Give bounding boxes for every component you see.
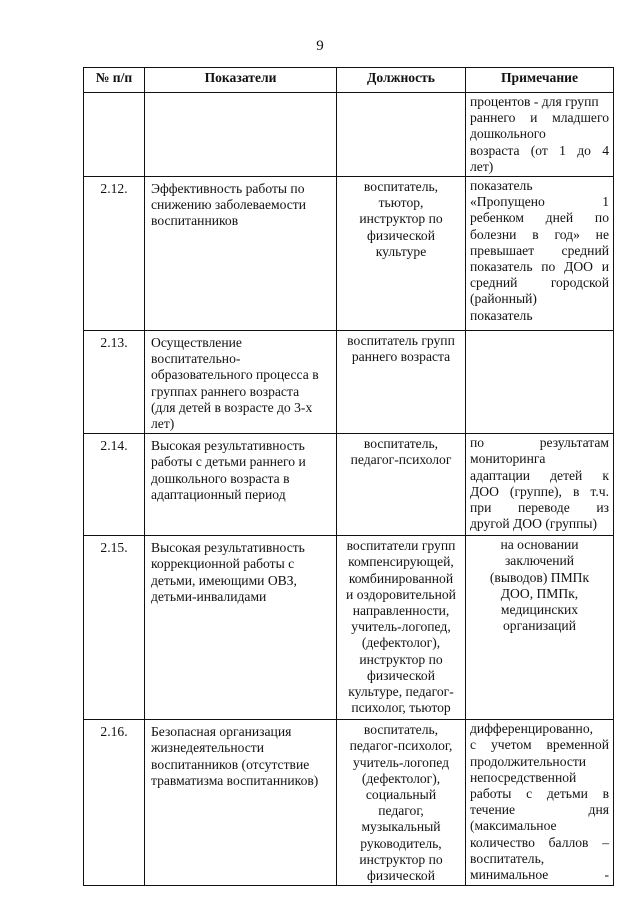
position-cell-line: (дефектолог), — [361, 635, 441, 651]
note-cell-line: (максимальное — [470, 818, 557, 834]
table-row — [84, 93, 614, 177]
note-cell-line: превышает средний — [470, 242, 609, 258]
note-cell-line: болезни в год» не — [470, 226, 609, 242]
row-number: 2.12. — [84, 177, 145, 331]
indicator-cell-line: Высокая результативность — [151, 438, 305, 454]
indicator-cell-line: Безопасная организация — [151, 724, 292, 740]
note-cell-line: продолжительности — [470, 753, 587, 769]
note-cell-line: мониторинга — [470, 451, 546, 467]
row-number — [84, 93, 145, 177]
position-cell-line: социальный — [365, 787, 437, 803]
note-cell — [466, 177, 614, 331]
note-cell-line: «Пропущено 1 — [470, 194, 609, 210]
table-row — [84, 720, 614, 886]
note-cell — [466, 434, 614, 536]
indicator-cell-line: группах раннего возраста — [151, 383, 300, 399]
note-cell-line: другой ДОО (группы) — [470, 516, 598, 532]
indicator-cell-line: работы с детьми раннего и — [151, 454, 306, 470]
position-cell — [337, 720, 466, 886]
indicator-cell-line: Осуществление — [151, 335, 242, 351]
position-cell-line: инструктор по — [359, 651, 443, 667]
indicator-cell-line: воспитательно- — [151, 351, 241, 367]
note-cell-line: ДОО (группе), в т.ч. — [470, 483, 609, 499]
indicator-cell-line: лет) — [151, 416, 175, 432]
table-row — [84, 331, 614, 434]
position-cell-line: культуре — [375, 243, 427, 259]
note-cell — [466, 720, 614, 886]
position-cell-line: компенсирующей, — [348, 554, 454, 570]
note-cell-line: возраста (от 1 до 4 — [470, 142, 609, 158]
note-cell-line: с учетом временной — [470, 737, 609, 753]
note-cell-line: раннего и младшего — [470, 110, 609, 126]
note-cell — [466, 93, 614, 177]
position-cell — [337, 331, 466, 434]
position-cell-line: раннего возраста — [351, 349, 451, 365]
position-cell-line: воспитатель, — [363, 179, 439, 195]
position-cell-line: культуре, педагог- — [348, 684, 454, 700]
note-cell-line: адаптации детей к — [470, 467, 609, 483]
position-cell-line: психолог, тьютор — [351, 700, 451, 716]
position-cell-line: воспитатель групп — [347, 333, 455, 349]
header-number: № п/п — [84, 68, 145, 93]
position-cell — [337, 536, 466, 720]
note-cell-line: работы с детьми в — [470, 786, 609, 802]
indicator-cell-line: адаптационный период — [151, 486, 286, 502]
indicator-cell — [145, 93, 337, 177]
position-cell-line: воспитатель, — [363, 722, 439, 738]
note-cell-line: течение дня — [470, 802, 609, 818]
indicator-cell — [145, 434, 337, 536]
position-cell-line: комбинированной — [348, 570, 454, 586]
row-number: 2.16. — [84, 720, 145, 886]
note-cell — [466, 536, 614, 720]
position-cell-line: педагог, — [378, 803, 424, 819]
note-cell-line: при переводе из — [470, 500, 609, 516]
position-cell-line: и оздоровительной — [346, 586, 456, 602]
position-cell — [337, 177, 466, 331]
note-cell-line: дошкольного — [470, 126, 546, 142]
note-cell-line: минимальное - — [470, 867, 609, 883]
note-cell — [466, 331, 614, 434]
position-cell-line: педагог-психолог — [350, 452, 452, 468]
note-cell-line: лет) — [470, 158, 494, 174]
note-cell-line: организаций — [503, 618, 576, 634]
indicators-table — [83, 67, 614, 886]
note-cell-line: количество баллов – — [470, 834, 609, 850]
position-cell-line: воспитатель, — [363, 436, 439, 452]
indicator-cell-line: жизнедеятельности — [151, 740, 264, 756]
table-row — [84, 536, 614, 720]
note-cell-line: воспитатель, — [470, 850, 545, 866]
indicator-cell-line: Эффективность работы по — [151, 181, 305, 197]
table-row — [84, 177, 614, 331]
position-cell-line: педагог-психолог, — [349, 738, 453, 754]
note-cell-line: показатель — [470, 178, 533, 194]
position-cell-line: физической — [367, 227, 435, 243]
position-cell-line: направленности, — [352, 603, 450, 619]
note-cell-line: дифференцированно, — [470, 721, 594, 737]
indicator-cell-line: детьми-инвалидами — [151, 588, 267, 604]
position-cell-line: воспитатели групп — [346, 538, 456, 554]
indicator-cell-line: травматизма воспитанников) — [151, 772, 319, 788]
position-cell-line: физической — [367, 667, 435, 683]
indicator-cell — [145, 536, 337, 720]
note-cell-line: ДОО, ПМПк, — [500, 585, 579, 601]
table-row — [84, 434, 614, 536]
row-number: 2.14. — [84, 434, 145, 536]
table-header-row — [84, 68, 614, 93]
position-cell-line: (дефектолог), — [361, 770, 441, 786]
position-cell — [337, 434, 466, 536]
position-cell-line: тьютор, — [378, 195, 424, 211]
indicator-cell-line: детьми, имеющими ОВЗ, — [151, 572, 297, 588]
header-note: Примечание — [466, 68, 614, 93]
note-cell-line: показатель — [470, 307, 533, 323]
note-cell-line: процентов - для групп — [470, 94, 599, 109]
note-cell-line: (районный) — [470, 291, 537, 307]
indicator-cell-line: Высокая результативность — [151, 540, 305, 556]
indicator-cell — [145, 720, 337, 886]
position-cell — [337, 93, 466, 177]
note-cell-line: средний городской — [470, 275, 609, 291]
position-cell-line: учитель-логопед — [352, 754, 450, 770]
note-cell-line: показатель по ДОО и — [470, 259, 609, 275]
position-cell-line: учитель-логопед, — [351, 619, 451, 635]
note-cell-line: заключений — [504, 553, 575, 569]
note-cell-line: медицинских — [500, 602, 579, 618]
indicator-cell-line: (для детей в возрасте до 3-х — [151, 399, 313, 415]
note-cell-line: ребенком дней по — [470, 210, 609, 226]
position-cell-line: инструктор по — [359, 851, 443, 867]
page-number: 9 — [316, 38, 324, 54]
header-indicators: Показатели — [145, 68, 337, 93]
indicator-cell-line: образовательного процесса в — [151, 367, 319, 383]
indicator-cell-line: дошкольного возраста в — [151, 470, 290, 486]
indicator-cell-line: воспитанников — [151, 213, 239, 229]
position-cell-line: руководитель, — [360, 835, 442, 851]
position-cell-line: инструктор по — [359, 211, 443, 227]
indicator-cell-line: воспитанников (отсутствие — [151, 756, 310, 772]
position-cell-line: музыкальный — [361, 819, 441, 835]
header-position: Должность — [337, 68, 466, 93]
position-cell-line: физической — [367, 868, 435, 884]
note-cell-line: по результатам — [470, 435, 609, 451]
note-cell-line: непосредственной — [470, 769, 577, 785]
indicator-cell — [145, 177, 337, 331]
row-number: 2.15. — [84, 536, 145, 720]
indicator-cell-line: коррекционной работы с — [151, 556, 295, 572]
row-number: 2.13. — [84, 331, 145, 434]
indicator-cell — [145, 331, 337, 434]
indicator-cell-line: снижению заболеваемости — [151, 197, 306, 213]
note-cell-line: на основании — [500, 537, 579, 553]
note-cell-line: (выводов) ПМПк — [489, 569, 590, 585]
